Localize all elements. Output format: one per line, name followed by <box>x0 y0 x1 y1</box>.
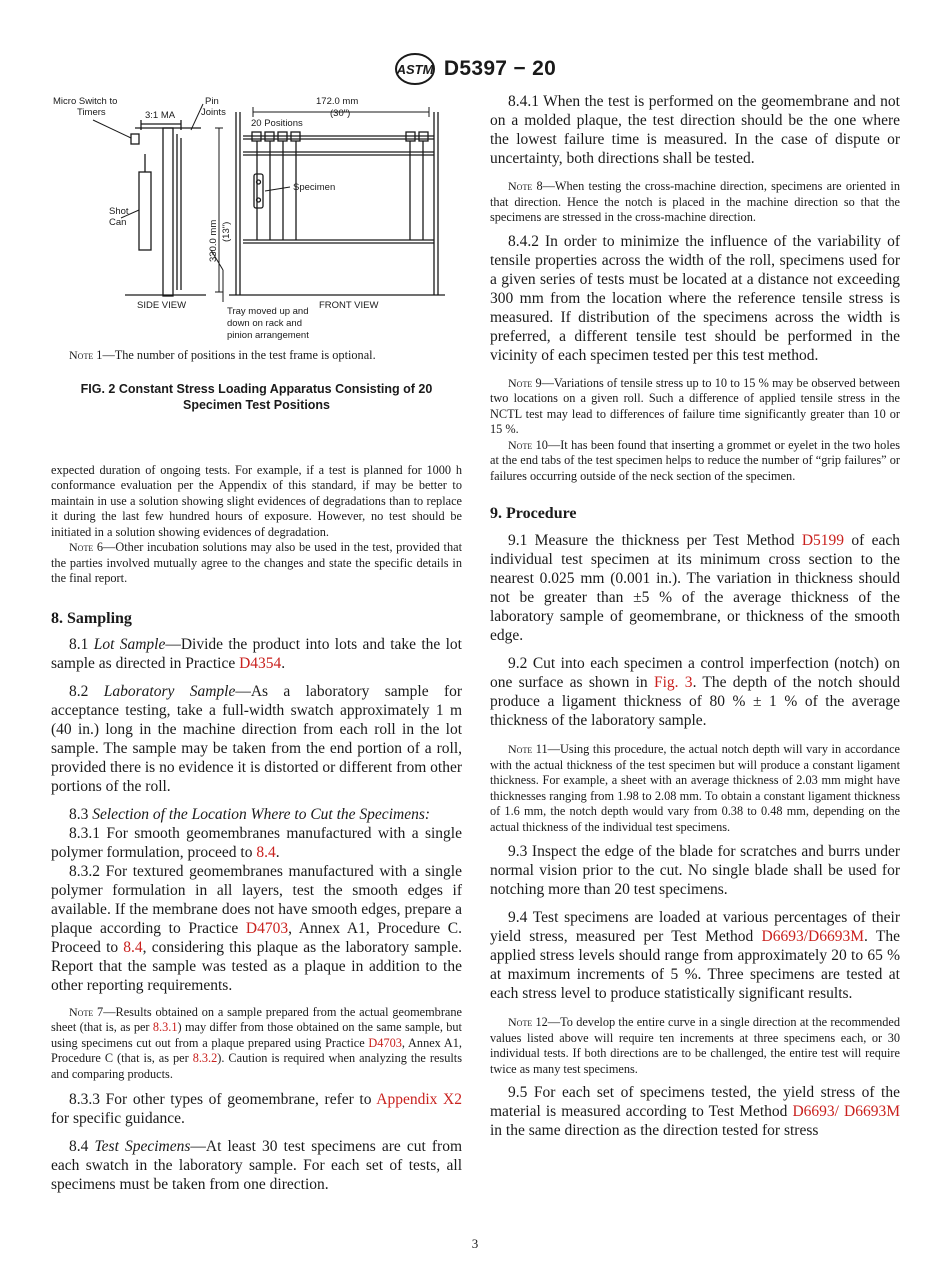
link-d4354[interactable]: D4354 <box>239 654 282 672</box>
para-8-1: 8.1 Lot Sample—Divide the product into lots and take the lot sample as directed in Practice D4354. <box>51 635 462 672</box>
micro-switch-label: Micro Switch to <box>53 96 118 107</box>
shot-can <box>139 172 151 250</box>
link-d6693[interactable]: D6693/ D6693M <box>792 1103 900 1120</box>
page-number: 3 <box>471 1236 479 1251</box>
svg-text:Can: Can <box>109 217 127 228</box>
height-label: 330.0 mm <box>208 219 219 262</box>
astm-logo-icon <box>394 52 436 86</box>
ratio-label: 3:1 MA <box>145 110 176 121</box>
note-7: Note 7—Results obtained on a sample prepared from the actual geomembrane sheet (that is, as per 8.3.1) may differ from those obtained on the same sample, but using specimens cut out from a plaque prepared using Practice D4703, Annex A1, Procedure C (that is, as per 8.3.2). Caution is required when analyzing the results and comparing products. <box>51 1004 462 1081</box>
svg-text:down on rack and: down on rack and <box>227 318 302 329</box>
section-9-title: 9. Procedure <box>490 505 577 522</box>
micro-switch <box>131 134 139 144</box>
link-fig-3[interactable]: Fig. 3 <box>653 674 693 691</box>
para-8-3-3: 8.3.3 For other types of geomembrane, refer to Appendix X2 for specific guidance. <box>51 1091 462 1127</box>
positions-label: 20 Positions <box>251 118 303 129</box>
note-11: Note 11—Using this procedure, the actual notch depth will vary in accordance with the actual thickness of the test specimen but will produce a constant ligament thickness. For example, a sheet with an average thickness of 2.03 mm might have thicknesses ranging from 1.98 to 2.08 mm. To obtain a constant ligament thickness of 1.6 mm, the notch depth would vary from 0.38 to 0.48 mm, depending on the actual thickness of the individual test specimens. <box>490 742 900 834</box>
link-d4703[interactable]: D4703 <box>368 1035 402 1050</box>
side-frame <box>163 128 173 296</box>
svg-text:ASTM: ASTM <box>396 62 434 77</box>
para-9-5: 9.5 For each set of specimens tested, the yield stress of the material is measured according to Test Method D6693/ D6693M in the same direction as the direction tested for stress <box>490 1084 900 1139</box>
para-8-4-2: 8.4.2 In order to minimize the influence of the variability of tensile properties across the width of the roll, specimens used for a given series of tests must be located at a distance not exceeding 300 mm from the location where the reference tensile stress is measured. If distribution of the specimens across the width is preferred, a different tensile test should be performed in the vicinity of each specimen tested per this test method. <box>490 232 900 364</box>
svg-text:(30"): (30") <box>330 108 351 119</box>
width-label: 172.0 mm <box>316 96 359 107</box>
specimen-shape <box>254 174 263 208</box>
front-view-label: FRONT VIEW <box>319 300 379 311</box>
link-d4703[interactable]: D4703 <box>245 919 289 937</box>
note-12: Note 12—To develop the entire curve in a single direction at the recommended values listed above will require ten increments at three specimens each, or 30 individual tests. If both directions are to be challenged, the entire test will require twice as many test specimens. <box>490 1015 900 1076</box>
link-d5199[interactable]: D5199 <box>801 532 845 549</box>
link-8-3-2[interactable]: 8.3.2 <box>192 1051 218 1065</box>
note-1: Note 1—The number of positions in the test frame is optional. <box>69 348 376 362</box>
para-9-1: 9.1 Measure the thickness per Test Method D5199 of each individual test specimen at its minimum cross section to the nearest 0.025 mm (0.001 in.). The variation in thickness should not be greater than ±5 % of the average thickness of the laboratory sample of geomembrane, or thickness of the smooth edge. <box>490 532 900 644</box>
para-9-4: 9.4 Test specimens are loaded at various percentages of their yield stress, measured per Test Method D6693/D6693M. The applied stress levels should range from approximately 20 to 65 % at maximum increments of 5 %. Three specimens are tested at each stress level to produce statistically significant results. <box>490 909 900 1002</box>
left-column <box>51 90 462 1194</box>
note-10: Note 10—It has been found that inserting a grommet or eyelet in the two holes at the end tabs of the test specimen helps to reduce the number of “grip failures” or failures occurring outside of the neck section of the specimen. <box>490 437 900 483</box>
page-header <box>0 52 950 86</box>
specimen-label: Specimen <box>293 182 336 193</box>
link-8-4[interactable]: 8.4 <box>123 938 143 956</box>
side-view-label: SIDE VIEW <box>137 300 187 311</box>
pin-joints-label: Pin <box>205 96 219 107</box>
note-6: Note 6—Other incubation solutions may also be used in the test, provided that the parties involved mutually agree to the changes and state the specific details in the final report. <box>51 540 462 585</box>
note-9: Note 9—Variations of tensile stress up to 10 to 15 % may be observed between two locations on a given roll. Such a difference of applied tensile stress in the NCTL test may lead to differences of failure time significantly greater than 10 or 15 %. <box>490 375 900 436</box>
figure-2-diagram <box>51 90 462 340</box>
para-8-3: 8.3 Selection of the Location Where to Cut the Specimens: <box>69 805 431 823</box>
para-9-3: 9.3 Inspect the edge of the blade for scratches and burrs under normal vision prior to the cut. No single blade shall be used for notching more than 20 test specimens. <box>490 843 900 898</box>
figure-caption: FIG. 2 Constant Stress Loading Apparatus Consisting of 20 Specimen Test Positions <box>80 381 433 412</box>
shot-can-label: Shot <box>109 206 129 217</box>
right-column <box>490 92 900 1140</box>
section-8-title: 8. Sampling <box>51 609 132 627</box>
continued-paragraph: expected duration of ongoing tests. For example, if a test is planned for 1000 h conformance evaluation per the Appendix of this standard, if may be better to maintain in use a solution showing slight evidences of degradations than to replace it during the last few hundred hours of exposure. However, no test should be initiated in a solution showing evidences of degradation. <box>51 462 462 539</box>
para-8-3-2: 8.3.2 For textured geomembranes manufactured with a single polymer formulation in all layers, test the smooth edges if available. If the membrane does not have smooth edges, prepare a plaque according to Practice D4703, Annex A1, Procedure C. Proceed to 8.4, considering this plaque as the laboratory sample. Report that the sample was tested as a plaque in addition to the other reporting requirements. <box>51 862 462 994</box>
link-8-3-1[interactable]: 8.3.1 <box>152 1020 178 1034</box>
svg-text:Timers: Timers <box>77 107 106 118</box>
svg-text:Joints: Joints <box>201 107 226 118</box>
tray-label: Tray moved up and <box>227 306 309 317</box>
para-8-4-1: 8.4.1 When the test is performed on the geomembrane and not on a molded plaque, the test direction should be the one where the lowest failure time is measured. In the case of dispute or uncertainty, both directions shall be tested. <box>490 93 900 167</box>
para-8-2: 8.2 Laboratory Sample—As a laboratory sample for acceptance testing, take a full-width swatch approximately 1 m (40 in.) long in the machine direction from each roll in the lot sample. The sample may be taken from the end portion of a roll, provided there is no evidence it is distorted or different from other portions of the roll. <box>51 682 463 795</box>
link-appendix-x2[interactable]: Appendix X2 <box>376 1091 462 1108</box>
para-9-2: 9.2 Cut into each specimen a control imperfection (notch) on one surface as shown in Fig. 3. The depth of the notch should produce a ligament thickness of 80 % ± 1 % of the average thickness of the laboratory sample. <box>490 655 900 729</box>
svg-text:(13"): (13") <box>221 221 232 242</box>
note-8: Note 8—When testing the cross-machine direction, specimens are oriented in that direction. Hence the notch is placed in the machine direction so that the specimens are stressed in the cross-machine direction. <box>490 179 900 224</box>
link-8-4[interactable]: 8.4 <box>256 843 276 861</box>
para-8-4: 8.4 Test Specimens—At least 30 test specimens are cut from each swatch in the laboratory sample. For each set of tests, all specimens must be taken from one direction. <box>51 1138 463 1193</box>
standard-designation: D5397 − 20 <box>443 57 557 80</box>
svg-text:pinion arrangement: pinion arrangement <box>227 330 309 340</box>
para-8-3-1: 8.3.1 For smooth geomembranes manufactured with a single polymer formulation, proceed to 8.4. <box>51 824 462 861</box>
link-d6693[interactable]: D6693/D6693M <box>761 928 865 945</box>
